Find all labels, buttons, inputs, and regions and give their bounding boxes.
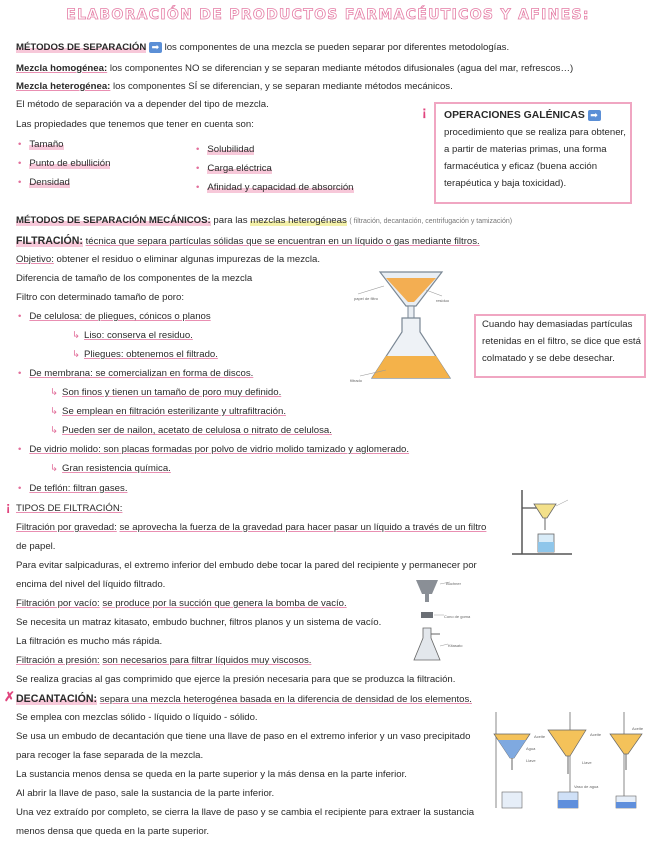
props-left-list [18,140,110,197]
filtration-flask-illustration [346,266,462,390]
bullet-icon: • [18,311,22,322]
cross-icon: ✗ [4,689,15,704]
presion2-text: Se realiza gracias al gas comprimido que ejerce la presión necesaria para que se produzca la filtración. [16,674,456,685]
tipos-heading: TIPOS DE FILTRACIÓN: [16,503,123,514]
vidrio1-text: Gran resistencia química. [62,463,171,474]
prop-right-2: Afinidad y capacidad de absorción [207,182,354,193]
label-llave: Llave [582,760,592,765]
bullet-icon: • [18,368,22,379]
vacuum-filtration-illustration [410,574,482,666]
page-title: ELABORACIÓN DE PRODUCTOS FARMACÉUTICOS Y AFINES: [66,7,590,23]
objetivo-text: obtener el residuo o eliminar algunas impurezas de la mezcla. [56,254,320,265]
pliegues-item [72,350,218,361]
prop-right-1: Carga eléctrica [207,163,272,174]
decant-l1: Se emplea con mezclas sólido - líquido o líquido - sólido. [16,712,258,723]
heter-text: los componentes SÍ se diferencian, y se separan mediante métodos mecánicos. [113,81,453,92]
filtracion-line [16,236,480,248]
homog-label: Mezcla homogénea: [16,63,108,74]
diff-text: Diferencia de tamaño de los componentes de la mezcla [16,273,253,284]
prop-left-1: Punto de ebullición [29,158,111,169]
decantacion-heading: DECANTACIÓN: [16,693,98,705]
objetivo-line [16,255,320,266]
bullet-icon: • [18,177,22,188]
membrana-item [18,369,253,380]
rubber-cone [421,612,433,618]
label-aceite: Aceite [590,732,602,737]
decantacion-line [16,694,472,706]
prop-right-0: Solubilidad [207,144,255,155]
sub-arrow-icon: ↳ [50,387,59,398]
props-text: Las propiedades que tenemos que tener en cuenta son: [16,119,254,130]
sub-arrow-icon: ↳ [72,330,81,341]
list-item [196,145,354,164]
vacio-label: Filtración por vacío: [16,598,100,609]
vacio-line [16,599,347,610]
celulosa-text: De celulosa: de pliegues, cónicos o planos [29,311,211,322]
mecanicos-heading: MÉTODOS DE SEPARACIÓN MECÁNICOS: [16,215,211,226]
celulosa-item [18,312,211,323]
label-filtrado: filtrado [350,378,363,383]
vidrio-item [18,445,409,456]
exclamation-icon: ¡ [6,499,11,514]
vidrio1-item [50,464,171,475]
membrana-text: De membrana: se comercializan en forma de discos. [29,368,254,379]
decant-l6: Una vez extraído por completo, se cierra la llave de paso y se cambia el recipiente para extraer la sustancia [16,807,475,818]
decant-l5: Al abrir la llave de paso, sale la sustancia de la parte inferior. [16,788,275,799]
label-aceite: Aceite [632,726,644,731]
presion-label: Filtración a presión: [16,655,100,666]
presion-line [16,656,311,667]
mecanicos-note: ( filtración, decantación, centrifugación y tamización) [349,218,513,225]
colmatado-box [474,314,646,378]
decantation-illustration [486,708,652,812]
mem2-text: Se emplean en filtración esterilizante y ultrafiltración. [62,406,287,417]
exclamation-icon: ¡ [422,103,427,119]
gravedad-label: Filtración por gravedad: [16,522,117,533]
colmatado-line: retenidas en el filtro, se dice que está [482,336,641,347]
gravedad-text2: de papel. [16,541,56,552]
filtrate-fill [538,542,554,552]
sep-heading: MÉTODOS DE SEPARACIÓN [16,42,147,54]
bullet-icon: • [196,144,200,155]
vacio2-text: Se necesita un matraz kitasato, embudo buchner, filtros planos y un sistema de vacío. [16,617,382,628]
label-buchner: Buchner [446,581,461,586]
label-residuo: residuo [436,298,450,303]
bullet-icon: • [18,444,22,455]
heter-label: Mezcla heterogénea: [16,81,111,92]
list-item [196,183,354,202]
props-right-list [196,145,354,202]
decant-l3: para recoger la fase separada de la mezcla. [16,750,204,761]
list-item [18,140,110,159]
vacio-text: se produce por la succión que genera la bomba de vacío. [102,598,347,609]
vidrio-text: De vidrio molido: son placas formadas por polvo de vidrio molido tamizado y aglomerado. [29,444,410,455]
filtracion-text: técnica que separa partículas sólidas que se encuentran en un líquido o gas mediante filtros. [85,236,480,247]
bullet-icon: • [18,139,22,150]
label-llave: Llave [526,758,536,763]
mecanicos-highlight: mezclas heterogéneas [250,215,347,226]
liso-item [72,331,193,342]
mem1-item [50,388,281,399]
galenicas-line: farmacéutica y eficaz (buena acción [444,160,598,172]
decant-l4: La sustancia menos densa se queda en la parte superior y la más densa en la parte inferior. [16,769,407,780]
method-text: El método de separación va a depender del tipo de mezcla. [16,99,269,110]
teflon-item [18,484,127,495]
label-cono: Cono de goma [444,614,471,619]
sub-arrow-icon: ↳ [72,349,81,360]
label-agua: Agua [526,746,536,751]
bullet-icon: • [18,158,22,169]
colmatado-line: Cuando hay demasiadas partículas [482,319,633,330]
homog-text: los componentes NO se diferencian y se separan mediante métodos difusionales (agua del mar, refrescos…) [109,63,574,74]
mem3-text: Pueden ser de nailon, acetato de celulosa o nitrato de celulosa. [62,425,332,436]
label-kitasato: Kitasato [448,643,463,648]
bullet-icon: • [18,483,22,494]
decant-l2: Se usa un embudo de decantación que tiene una llave de paso en el extremo inferior y un vaso precipitado [16,731,471,742]
bullet-icon: • [196,163,200,174]
galenicas-heading: OPERACIONES GALÉNICAS [444,110,585,122]
list-item [196,164,354,183]
decant-l7: menos densa que queda en la parte superior. [16,826,210,837]
salp1-text: Para evitar salpicaduras, el extremo inferior del embudo debe tocar la pared del recipiente y permanecer por [16,560,477,571]
list-item [18,178,110,197]
label-aceite: Aceite [534,734,546,739]
sep-heading-text: los componentes de una mezcla se pueden separar por diferentes metodologías. [164,42,510,54]
gravedad-line [16,523,486,534]
bullet-icon: • [196,182,200,193]
objetivo-label: Objetivo: [16,254,54,265]
mem3-item [50,426,332,437]
filtracion-heading: FILTRACIÓN: [16,235,83,247]
pliegues-text: Pliegues: obtenemos el filtrado. [84,349,218,360]
galenicas-line: procedimiento que se realiza para obtener, [444,126,626,138]
galenicas-box [434,102,632,204]
mecanicos-text: para las [213,215,248,226]
colmatado-line: colmatado y se debe desechar. [482,353,615,364]
funnel-shape [534,504,556,518]
kitasato-flask [414,628,440,660]
label-papel: papel de filtro [354,296,379,301]
label-vaso: Vaso de agua [574,784,599,789]
list-item [18,159,110,178]
heter-line [16,82,453,93]
sub-arrow-icon: ↳ [50,406,59,417]
presion-text: son necesarios para filtrar líquidos muy viscosos. [102,655,312,666]
gravedad-text: se aprovecha la fuerza de la gravedad para hacer pasar un líquido a través de un filtro [119,522,487,533]
arrow-icon: ➡ [588,110,601,121]
sep-heading-line [16,42,509,54]
decantacion-text: separa una mezcla heterogénea basada en la diferencia de densidad de los elementos. [99,694,472,705]
mecanicos-line [16,216,512,227]
prop-left-0: Tamaño [29,139,64,150]
gravity-filtration-illustration [508,486,576,558]
arrow-icon: ➡ [149,42,162,53]
sub-arrow-icon: ↳ [50,425,59,436]
liso-text: Liso: conserva el residuo. [84,330,193,341]
mem2-item [50,407,286,418]
homog-line [16,64,573,75]
teflon-text: De teflón: filtran gases. [29,483,128,494]
vacio3-text: La filtración es mucho más rápida. [16,636,163,647]
salp2-text: encima del nivel del líquido filtrado. [16,579,166,590]
mem1-text: Son finos y tienen un tamaño de poro muy definido. [62,387,282,398]
galenicas-line: a partir de materias primas, una forma [444,143,607,155]
filtro-text: Filtro con determinado tamaño de poro: [16,292,184,303]
prop-left-2: Densidad [29,177,70,188]
galenicas-heading-line [444,110,622,122]
buchner-funnel [416,580,438,594]
galenicas-line: terapéutica y baja toxicidad). [444,177,567,189]
sub-arrow-icon: ↳ [50,463,59,474]
